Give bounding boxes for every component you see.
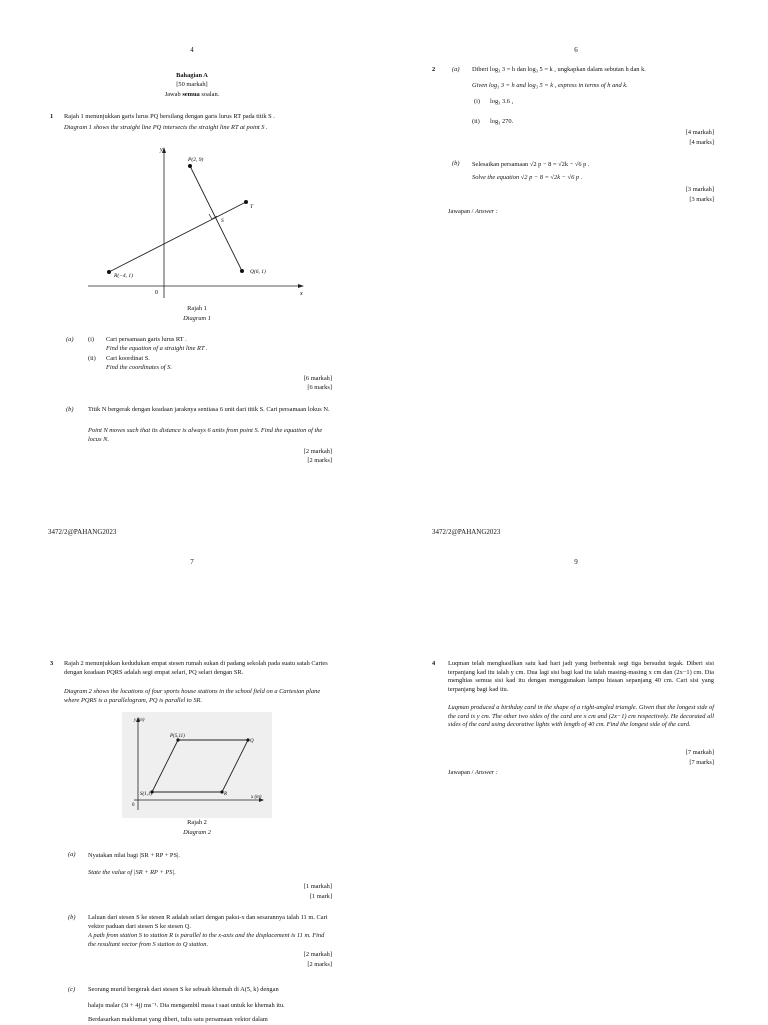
part-b-en: Point N moves such that its distance is always 6 units from point S. Find the equation of the locus N. [88,427,323,443]
page-6 [384,0,768,536]
part-b-marks-ms: [2 markah] [303,951,332,958]
y-axis-label: y (m) [134,718,145,723]
page-4 [0,0,384,536]
part-b-marks-en: [3 marks] [689,196,714,203]
marks-ms: [7 markah] [685,749,714,756]
part-a-i-ms: Cari persamaan garis lurus RT . [106,336,187,343]
label-q: Q [250,739,254,744]
part-a-ms: Diberi log₃ 3 = h dan log₃ 5 = k , ungkapkan dalam sebutan h dan k. [472,66,646,73]
label-r: R [224,792,228,797]
point-q [240,269,244,273]
part-a-ii-label: (ii) [88,355,96,362]
diagram-2 [122,712,272,818]
label-p: P(2, 9) [188,157,204,163]
question-text-en: Diagram 2 shows the locations of four sports house stations in the school field on a Cartesian plane where PQRS is a parallelogram, PQ is parallel to SR. [64,688,321,704]
part-a-marks-ms: [1 markah] [303,883,332,890]
diagram-caption-ms: Rajah 1 [187,305,207,312]
part-c-line-2: halaju malar (3i + 4j) ms⁻¹. Dia mengambil masa t saat untuk ke khemah itu. [88,1002,285,1009]
point-t [244,200,248,204]
part-a-i-label: (i) [88,336,95,343]
footer-code: 3472/2@PAHANG2023 [48,528,117,536]
part-a-i-text: log₃ 3.6 , [490,98,514,105]
part-b-ms: Laluan dari stesen S ke stesen R adalah selari dengan paksi-x dan sesarannya ialah 11 m. Cari vektor paduan dari stesen S ke stesen Q. [88,914,328,930]
part-b-marks-ms: [3 markah] [685,186,714,193]
footer-code: 3472/2@PAHANG2023 [432,528,501,536]
part-a-marks-ms: [6 markah] [303,375,332,382]
part-a-marks-en: [4 marks] [689,139,714,146]
part-b-label: (b) [68,914,76,921]
question-number: 3 [50,660,54,667]
part-c-line-1: Seorang murid bergerak dari stesen S ke sebuah khemah di A(5, k) dengan [88,986,279,993]
part-a-marks-en: [1 mark] [309,893,332,900]
page-number: 4 [190,46,194,54]
point-r [107,270,111,274]
part-a-ii-label: (ii) [472,118,480,125]
part-c-line-3: Berdasarkan maklumat yang diberi, tulis satu persamaan vektor dalam [88,1016,268,1023]
part-b-en: A path from station S to station R is parallel to the x-axis and the displacement is 11 m. Find the resultant vector from S station to Q station. [88,932,325,948]
y-axis-label: y [160,147,163,153]
part-b-marks-ms: [2 markah] [303,448,332,455]
part-a-label: (a) [452,66,460,73]
question-text-en: Luqman produced a birthday card in the shape of a right-angled triangle. Given that the longest side of the card is y cm. The other two sides of the card are x cm and (2x−1) cm respectively. He decorated all sides of the card using decorative lights with length of 40 cm. Find the longest side of the card. [448,704,714,729]
label-s: S [221,218,224,224]
part-a-i-en: Find the equation of a straight line RT . [106,345,208,352]
label-q: Q(6, 1) [250,269,266,275]
part-a-ii-ms: Cari koordinat S. [106,355,150,362]
answer-label: Jawapan / Answer : [448,769,498,776]
question-number: 4 [432,660,436,667]
diagram-caption-en: Diagram 2 [183,829,211,836]
x-axis-label: x [300,291,303,297]
diagram-1 [84,140,310,302]
origin-label: 0 [155,290,158,296]
line-pq [190,166,242,271]
part-a-label: (a) [66,336,74,343]
answer-label: Jawapan / Answer : [448,208,498,215]
part-b-marks-en: [2 marks] [307,961,332,968]
origin-label: 0 [132,803,135,808]
label-t: T [250,204,254,210]
question-text-en: Diagram 1 shows the straight line PQ intersects the straight line RT at point S . [64,124,268,131]
part-b-marks-en: [2 marks] [307,457,332,464]
part-a-marks-en: [6 marks] [307,384,332,391]
part-c-label: (c) [68,986,76,993]
part-a-en: State the value of |SR + RP + PS|. [88,869,176,876]
page-number: 9 [574,558,578,566]
label-s: S(1,1) [140,792,153,797]
part-a-i-label: (i) [474,98,481,105]
marks-en: [7 marks] [689,759,714,766]
diagram-caption-en: Diagram 1 [183,315,211,322]
page-number: 7 [190,558,194,566]
part-a-label: (a) [68,851,76,858]
label-r: R(−4, 1) [114,273,133,279]
question-number: 2 [432,66,436,73]
page-7 [0,512,384,1024]
section-title: Bahagian A [176,72,208,79]
part-a-ii-text: log₃ 270. [490,118,514,125]
label-p: P(5,11) [170,734,185,739]
diagram-caption-ms: Rajah 2 [187,819,207,826]
part-b-label: (b) [66,406,74,413]
part-b-en: Solve the equation √2 p − 8 = √2k − √6 p . [472,174,583,181]
part-b-label: (b) [452,160,460,167]
part-b-ms: Selesaikan persamaan √2 p − 8 = √2k − √6 p . [472,161,590,168]
x-axis-label: x (m) [251,795,262,800]
page-number: 6 [574,46,578,54]
part-a-en: Given log₃ 3 = h and log₃ 5 = k , express in terms of h and k. [472,82,628,89]
part-a-ms: Nyatakan nilai bagi |SR + RP + PS|. [88,852,180,859]
part-b-ms: Titik N bergerak dengan keadaan jaraknya sentiasa 6 unit dari titik S. Cari persamaan lokus N. [88,406,330,413]
section-marks: [50 markah] [176,81,208,88]
part-a-marks-ms: [4 markah] [685,129,714,136]
question-number: 1 [50,113,54,120]
part-a-ii-en: Find the coordinates of S. [106,364,172,371]
section-instruction: Jawab semua soalan. [164,91,220,98]
page-9 [384,512,768,1024]
point-p [188,164,192,168]
question-text-ms: Luqman telah menghasilkan satu kad hari jadi yang berbentuk segi tiga bersudut tegak. Diberi sisi terpanjang kad itu ialah y cm. Dua lagi sisi bagi kad itu ialah masing-masing x cm dan (2x−1) cm. Dia menghias semua sisi kad itu dengan menggunakan lampu hiasan sepanjang 40 cm. Cari sisi yang terpanjang bagi kad itu. [448,660,714,693]
question-text-ms: Rajah 2 menunjukkan kedudukan empat stesen rumah sukan di padang sekolah pada suatu satah Cartes dengan keadaan PQRS adalah segi empat selari, PQ selari dengan SR. [64,660,328,676]
question-text-ms: Rajah 1 menunjukkan garis lurus PQ bersilang dengan garis lurus RT pada titik S . [64,113,275,120]
